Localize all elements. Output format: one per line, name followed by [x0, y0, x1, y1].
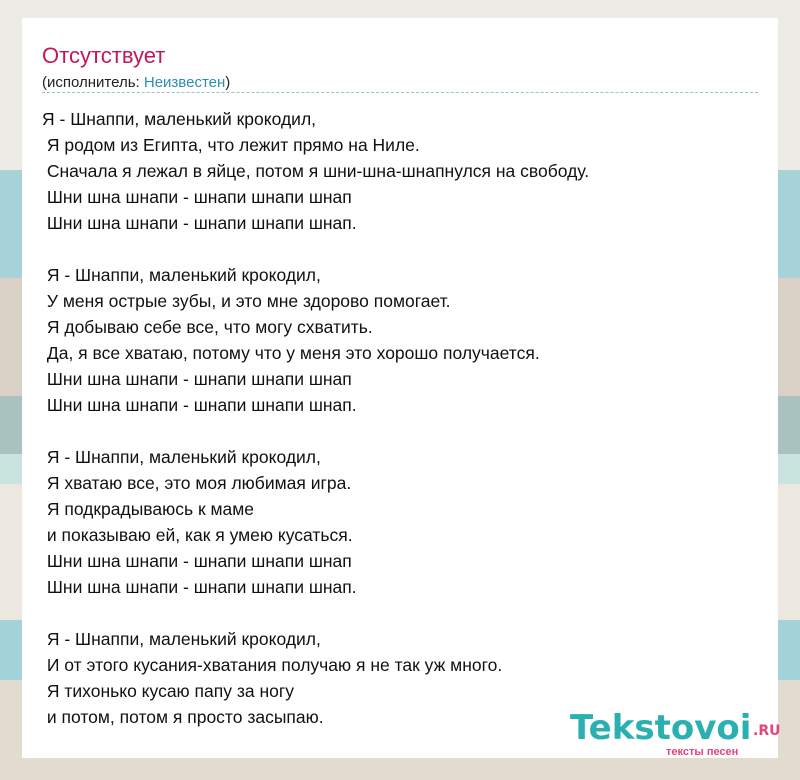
lyrics-line: Я подкрадываюсь к маме: [42, 499, 255, 519]
dashed-divider: [42, 92, 758, 93]
lyrics-blank-line: [42, 236, 758, 262]
lyrics-line: Я - Шнаппи, маленький крокодил,: [42, 629, 321, 649]
song-title: Отсутствует: [42, 43, 166, 68]
logo-wordmark: Tekstovoi: [570, 708, 752, 748]
artist-prefix: (исполнитель:: [42, 74, 144, 91]
lyrics-text: [42, 106, 758, 730]
lyrics-line: У меня острые зубы, и это мне здорово помогает.: [42, 291, 451, 311]
artist-line: [42, 74, 230, 91]
lyrics-line: и потом, потом я просто засыпаю.: [42, 707, 324, 727]
lyrics-line: Да, я все хватаю, потому что у меня это хорошо получается.: [42, 343, 540, 363]
lyrics-card: [22, 18, 781, 758]
lyrics-line: Я добываю себе все, что могу схватить.: [42, 317, 373, 337]
artist-link[interactable]: Неизвестен: [143, 74, 226, 91]
lyrics-line: Шни шна шнапи - шнапи шнапи шнап: [42, 369, 352, 389]
lyrics-line: Шни шна шнапи - шнапи шнапи шнап: [42, 551, 352, 571]
lyrics-line: Шни шна шнапи - шнапи шнапи шнап: [42, 187, 352, 207]
lyrics-line: Я - Шнаппи, маленький крокодил,: [42, 109, 317, 129]
lyrics-line: Шни шна шнапи - шнапи шнапи шнап.: [42, 395, 357, 415]
lyrics-blank-line: [42, 600, 758, 626]
lyrics-line: Шни шна шнапи - шнапи шнапи шнап.: [42, 577, 357, 597]
lyrics-blank-line: [42, 418, 758, 444]
lyrics-line: Я - Шнаппи, маленький крокодил,: [42, 447, 321, 467]
artist-suffix: ): [225, 74, 231, 91]
lyrics-line: И от этого кусания-хватания получаю я не так уж много.: [42, 655, 503, 675]
lyrics-line: Сначала я лежал в яйце, потом я шни-шна-шнапнулся на свободу.: [42, 161, 590, 181]
site-logo[interactable]: [570, 708, 780, 758]
lyrics-line: Я родом из Египта, что лежит прямо на Ниле.: [42, 135, 420, 155]
lyrics-line: Шни шна шнапи - шнапи шнапи шнап.: [42, 213, 357, 233]
lyrics-line: и показываю ей, как я умею кусаться.: [42, 525, 353, 545]
logo-tagline: тексты песен: [666, 746, 739, 758]
lyrics-line: Я хватаю все, это моя любимая игра.: [42, 473, 352, 493]
lyrics-line: Я - Шнаппи, маленький крокодил,: [42, 265, 321, 285]
lyrics-line: Я тихонько кусаю папу за ногу: [42, 681, 294, 701]
logo-domain: .RU: [753, 723, 781, 739]
